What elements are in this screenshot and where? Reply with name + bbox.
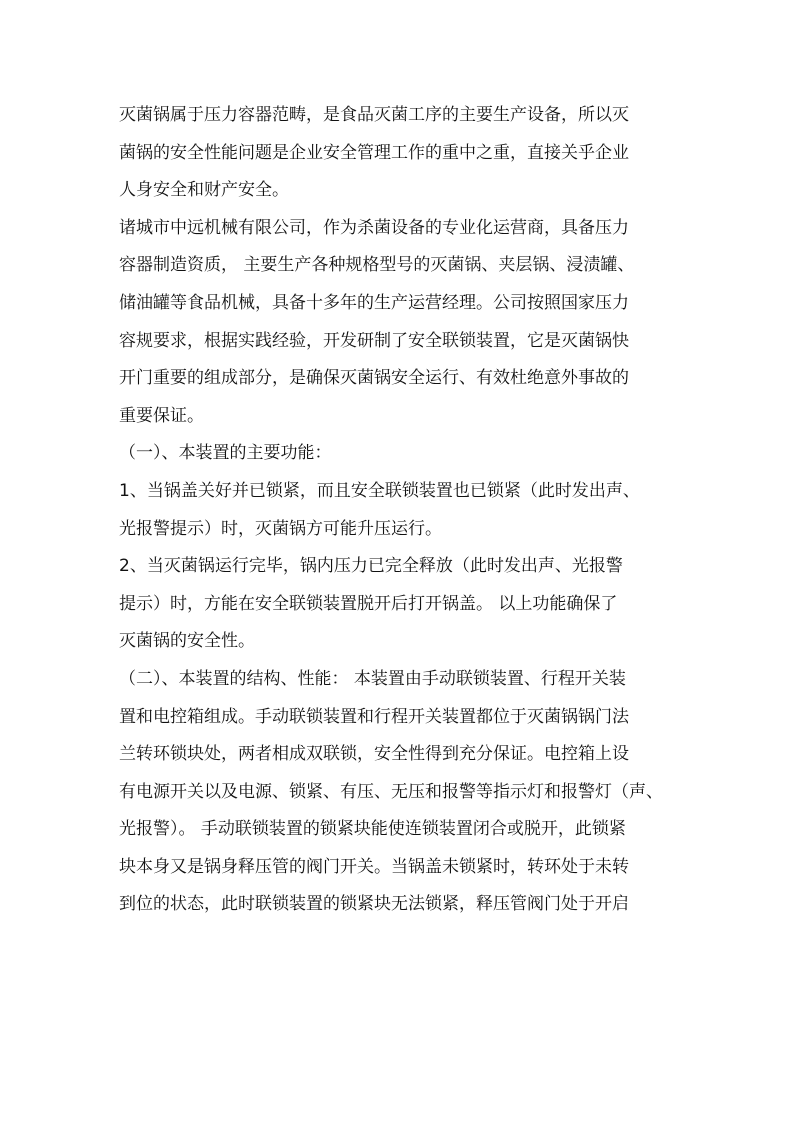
text-line: 重要保证。 <box>119 405 204 426</box>
text-line: 菌锅的安全性能问题是企业安全管理工作的重中之重，直接关乎企业 <box>119 142 629 163</box>
text-line: 2、当灭菌锅运行完毕，锅内压力已完全释放（此时发出声、光报警 <box>119 556 623 577</box>
text-line: 1、当锅盖关好并已锁紧，而且安全联锁装置也已锁紧（此时发出声、 <box>119 480 640 501</box>
text-line: 容器制造资质， 主要生产各种规格型号的灭菌锅、夹层锅、浸渍罐、 <box>119 255 635 276</box>
text-line: 光报警）。 手动联锁装置的锁紧块能使连锁装置闭合或脱开，此锁紧 <box>119 819 626 840</box>
text-line: 到位的状态，此时联锁装置的锁紧块无法锁紧，释压管阀门处于开启 <box>119 894 629 915</box>
document-body <box>119 97 679 924</box>
text-line: 开门重要的组成部分，是确保灭菌锅安全运行、有效杜绝意外事故的 <box>119 368 629 389</box>
text-line: 兰转环锁块处，两者相成双联锁，安全性得到充分保证。电控箱上设 <box>119 744 629 765</box>
text-line: 储油罐等食品机械，具备十多年的生产运营经理。公司按照国家压力 <box>119 292 629 313</box>
text-line: 提示）时，方能在安全联锁装置脱开后打开锅盖。 以上功能确保了 <box>119 593 618 614</box>
text-line: 诸城市中远机械有限公司，作为杀菌设备的专业化运营商，具备压力 <box>119 217 629 238</box>
text-line: 灭菌锅的安全性。 <box>119 631 255 652</box>
text-line: 有电源开关以及电源、锁紧、有压、无压和报警等指示灯和报警灯（声、 <box>119 781 663 802</box>
text-line: 容规要求，根据实践经验，开发研制了安全联锁装置，它是灭菌锅快 <box>119 330 629 351</box>
text-line: 置和电控箱组成。手动联锁装置和行程开关装置都位于灭菌锅锅门法 <box>119 706 629 727</box>
section-heading: （二）、本装置的结构、性能： 本装置由手动联锁装置、行程开关装 <box>119 668 626 689</box>
text-line: 灭菌锅属于压力容器范畴，是食品灭菌工序的主要生产设备，所以灭 <box>119 105 629 125</box>
text-line: 人身安全和财产安全。 <box>119 180 289 201</box>
section-heading: （一）、本装置的主要功能： <box>119 443 332 464</box>
text-line: 光报警提示）时，灭菌锅方可能升压运行。 <box>119 518 442 539</box>
text-line: 块本身又是锅身释压管的阀门开关。当锅盖未锁紧时，转环处于未转 <box>119 856 629 877</box>
